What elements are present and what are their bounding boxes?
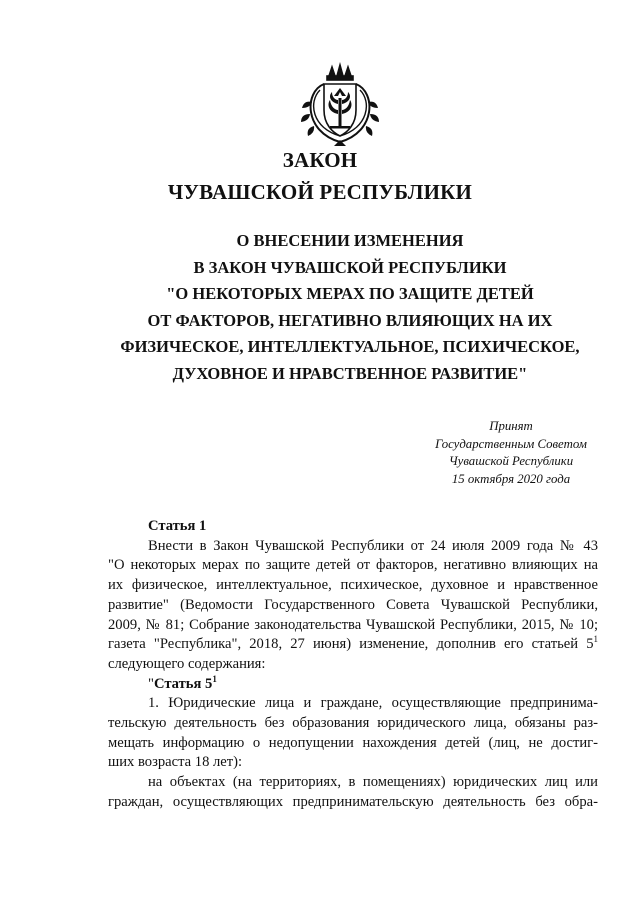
article-5-p1-line: мещать информацию о недопущении нахождения детей (лиц, не достиг- xyxy=(108,734,598,751)
subtitle-line: В ЗАКОН ЧУВАШСКОЙ РЕСПУБЛИКИ xyxy=(193,257,507,277)
article-5-p2-line: граждан, осуществляющих предпринимательскую деятельность без обра- xyxy=(108,793,598,810)
article-1-heading: Статья 1 xyxy=(148,518,207,534)
article-5-p1-line: тельскую деятельность без образования юридического лица, обязаны раз- xyxy=(108,715,598,732)
article-1-line xyxy=(108,635,598,655)
article-1-line-text: газета "Республика", 2018, 27 июня) изменение, дополнив его статьей 5 xyxy=(108,636,594,653)
law-body xyxy=(108,517,598,813)
adoption-note xyxy=(400,418,622,488)
superscript: 1 xyxy=(593,634,598,645)
superscript: 1 xyxy=(212,673,217,684)
article-1-line: следующего содержания: xyxy=(108,655,266,672)
subtitle-line: О ВНЕСЕНИИ ИЗМЕНЕНИЯ xyxy=(236,231,464,250)
subtitle-line: ФИЗИЧЕСКОЕ, ИНТЕЛЛЕКТУАЛЬНОЕ, ПСИХИЧЕСКОЕ, xyxy=(120,337,580,356)
coat-of-arms-emblem xyxy=(294,62,386,148)
article-5-heading xyxy=(108,675,598,695)
article-5-p1-line: ших возраста 18 лет): xyxy=(108,754,243,771)
law-subtitle xyxy=(90,228,610,387)
law-title: ЗАКОН xyxy=(282,148,358,172)
article-5-heading-text: Статья 5 xyxy=(153,675,213,692)
adoption-line: Государственным Советом xyxy=(435,436,587,451)
adoption-date: 15 октября 2020 года xyxy=(451,471,571,486)
article-5-p1-line: 1. Юридические лица и граждане, осуществляющие предпринима- xyxy=(148,695,598,712)
quote-mark: " xyxy=(148,675,154,692)
subtitle-line: ДУХОВНОЕ И НРАВСТВЕННОЕ РАЗВИТИЕ" xyxy=(172,363,528,383)
article-1-line: "О некоторых мерах по защите детей от факторов, негативно влияющих на xyxy=(108,557,598,574)
adoption-line: Принят xyxy=(489,419,533,433)
article-1-line: развитие" (Ведомости Государственного Совета Чувашской Республики, xyxy=(108,596,598,613)
article-1-line: их физическое, интеллектуальное, психическое, духовное и нравственное xyxy=(108,577,598,594)
republic-name: ЧУВАШСКОЙ РЕСПУБЛИКИ xyxy=(167,180,473,204)
subtitle-line: "О НЕКОТОРЫХ МЕРАХ ПО ЗАЩИТЕ ДЕТЕЙ xyxy=(166,284,534,303)
subtitle-line: ОТ ФАКТОРОВ, НЕГАТИВНО ВЛИЯЮЩИХ НА ИХ xyxy=(147,310,553,330)
article-1-line: 2009, № 81; Собрание законодательства Чувашской Республики, 2015, № 10; xyxy=(108,616,598,633)
adoption-line: Чувашской Республики xyxy=(448,454,574,468)
article-1-line: Внести в Закон Чувашской Республики от 24 июля 2009 года № 43 xyxy=(148,537,598,554)
article-5-p2-line: на объектах (на территориях, в помещениях) юридических лиц или xyxy=(148,774,598,791)
